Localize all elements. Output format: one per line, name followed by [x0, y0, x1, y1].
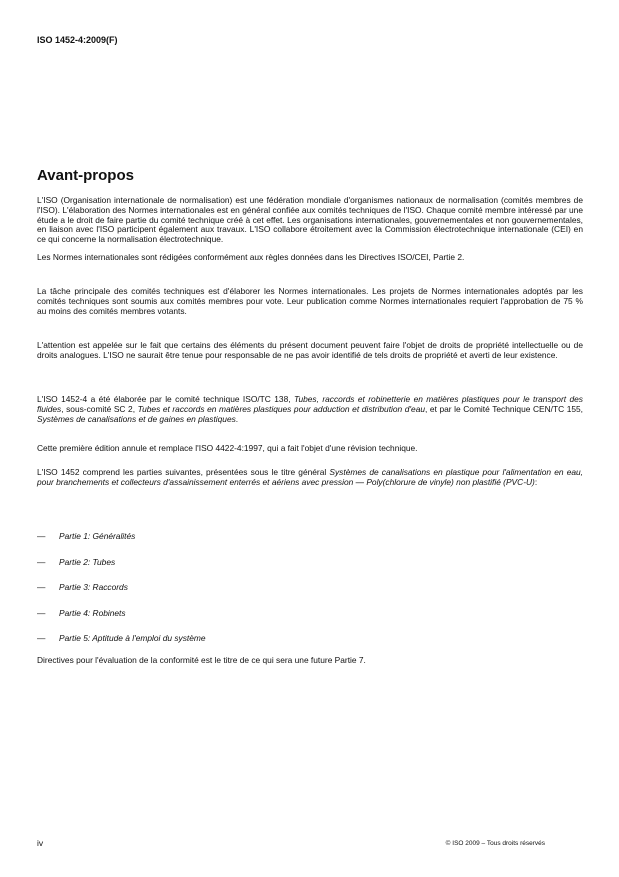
- list-item: [37, 583, 583, 593]
- text: L'ISO 1452-4 a été élaborée par le comité technique ISO/TC 138,: [37, 394, 294, 404]
- italic-text: Tubes et raccords en matières plastiques pour adduction et distribution d'eau: [137, 403, 426, 414]
- italic-text: Systèmes de canalisations en plastique pour l'alimentation en eau, pour branchements et collecteurs d'assainissement enterrés et aériens avec pression — Poly(chlorure de vinyle) non plastifié (PVC-U): [37, 467, 584, 487]
- paragraph: [37, 253, 583, 263]
- text: Directives pour l'évaluation de la conformité est le titre de ce qui sera une future Partie 7.: [37, 655, 366, 665]
- list-item: [37, 609, 583, 619]
- paragraph: [37, 468, 583, 488]
- copyright-notice: © ISO 2009 – Tous droits réservés: [445, 840, 545, 847]
- dash: —: [37, 531, 46, 541]
- text: Les Normes internationales sont rédigées conformément aux règles données dans les Directives ISO/CEI, Partie 2.: [37, 252, 465, 262]
- text: .: [235, 413, 239, 424]
- text: , et par le Comité Technique CEN/TC 155,: [425, 403, 583, 414]
- text: L'attention est appelée sur le fait que certains des éléments du présent document peuvent faire l'objet de droits de propriété intellectuelle ou de droits analogues. L'ISO ne saurait être tenue pour responsable de ne pas avoir identifié de tels droits de propriété et averti de leur existence.: [37, 340, 583, 360]
- page-title: Avant-propos: [37, 167, 134, 184]
- list-item: [37, 558, 583, 568]
- italic-text: Systèmes de canalisations et de gaines en plastiques: [37, 413, 236, 424]
- dash: —: [37, 633, 46, 643]
- paragraph: [37, 287, 583, 316]
- list-item-text: Partie 1: Généralités: [59, 531, 136, 541]
- document-id: ISO 1452-4:2009(F): [37, 35, 118, 45]
- list-item: [37, 634, 583, 644]
- page-number: iv: [37, 838, 44, 848]
- text: L'ISO (Organisation internationale de normalisation) est une fédération mondiale d'organismes nationaux de normalisation (comités membres de l'ISO). L'élaboration des Normes internationales est en général confiée aux comités techniques de l'ISO. Chaque comité membre intéressé par une étude a le droit de faire partie du comité technique créé à cet effet. Les organisations internationales, gouvernementales et non gouvernementales, en liaison avec l'ISO participent également aux travaux. L'ISO collabore étroitement avec la Commission électrotechnique internationale (CEI) en ce qui concerne la normalisation électrotechnique.: [37, 195, 583, 245]
- text: L'ISO 1452 comprend les parties suivantes, présentées sous le titre général: [37, 467, 330, 477]
- paragraph: [37, 341, 583, 361]
- list-item-text: Partie 4: Robinets: [59, 608, 126, 618]
- text: :: [534, 476, 538, 487]
- text: , sous-comité SC 2,: [61, 403, 138, 414]
- text: Cette première édition annule et remplace l'ISO 4422-4:1997, qui a fait l'objet d'une révision technique.: [37, 443, 418, 453]
- list-item-text: Partie 2: Tubes: [59, 557, 116, 567]
- text: La tâche principale des comités techniques est d'élaborer les Normes internationales. Les projets de Normes internationales adoptés par les comités techniques sont soumis aux comités membres pour vote. Leur publication comme Normes internationales requiert l'approbation de 75 % au moins des comités membres votants.: [37, 286, 583, 316]
- list-item-text: Partie 5: Aptitude à l'emploi du système: [59, 633, 206, 643]
- dash: —: [37, 608, 46, 618]
- dash: —: [37, 557, 46, 567]
- list-item-text: Partie 3: Raccords: [59, 582, 128, 592]
- paragraph: [37, 444, 583, 454]
- paragraph: [37, 395, 583, 424]
- dash: —: [37, 582, 46, 592]
- paragraph: [37, 196, 583, 245]
- list-item: [37, 532, 583, 542]
- italic-text: Tubes, raccords et robinetterie en matières plastiques pour le transport des fluides: [37, 394, 583, 414]
- paragraph: [37, 656, 583, 666]
